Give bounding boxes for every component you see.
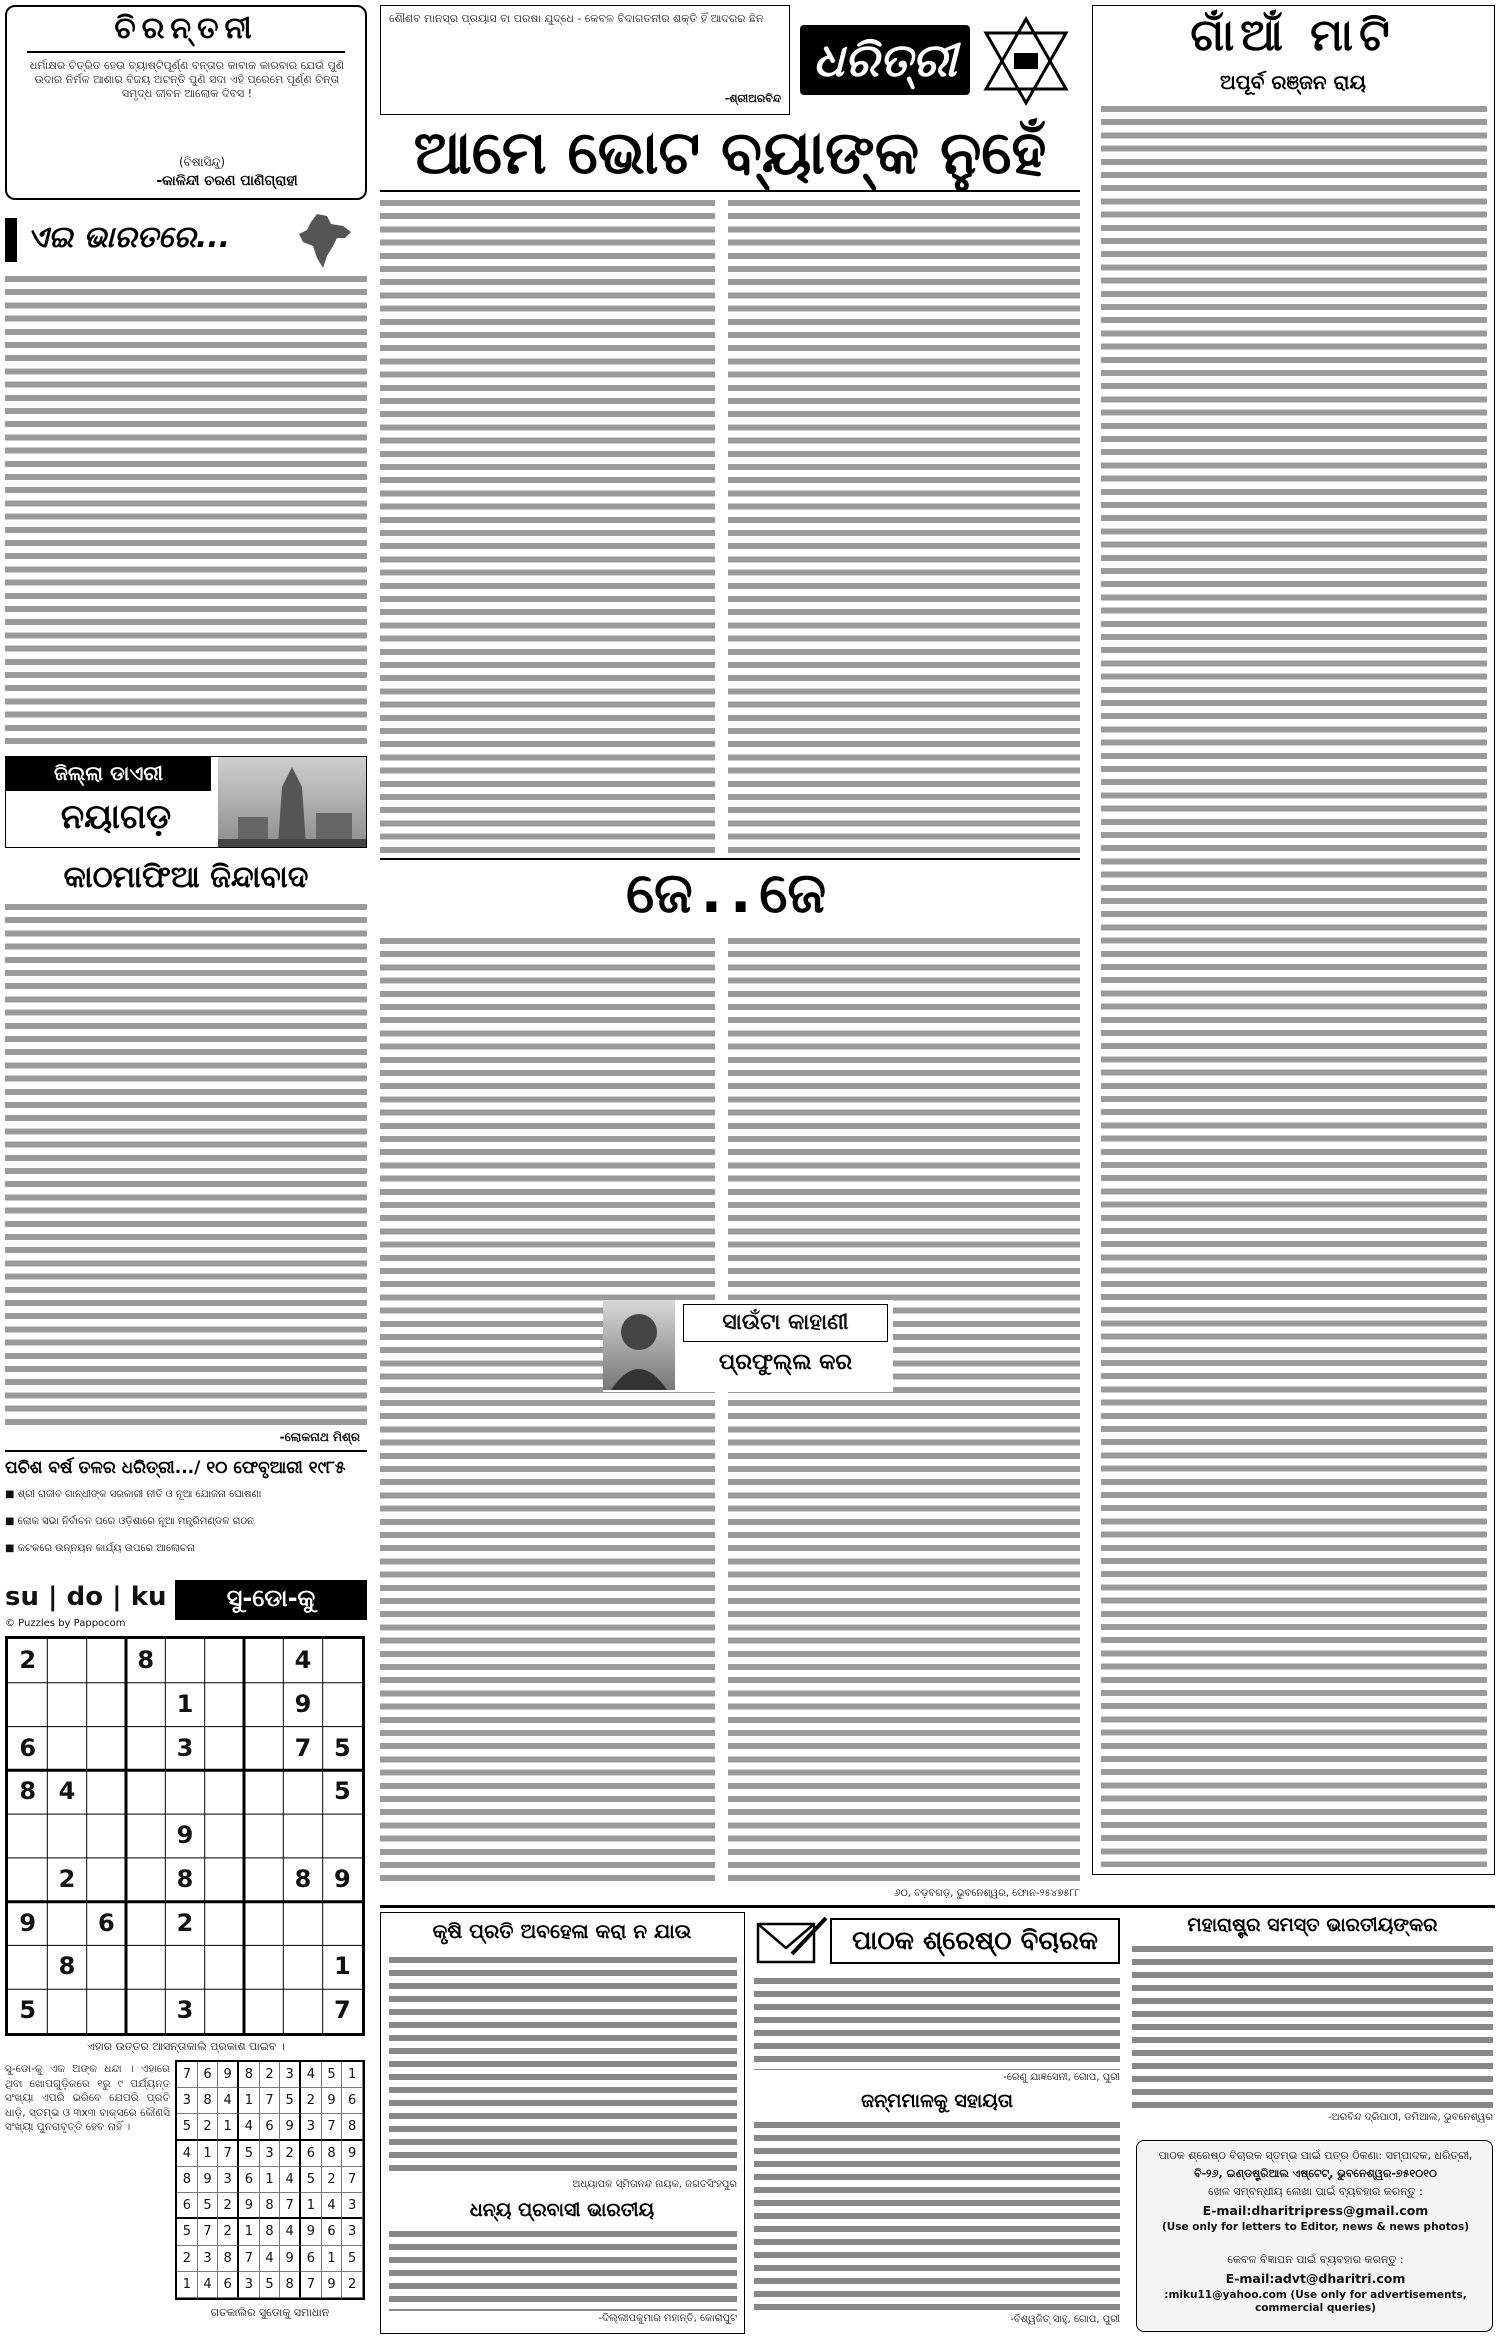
sudoku-cell[interactable] bbox=[126, 1727, 165, 1771]
chirantani-title: ଚିରନ୍ତନୀ bbox=[114, 11, 258, 46]
sudoku-cell[interactable] bbox=[87, 1683, 126, 1727]
sudoku-cell[interactable] bbox=[87, 1989, 126, 2033]
sudoku-cell[interactable]: 8 bbox=[294, 1864, 312, 1893]
sudoku-cell[interactable]: 5 bbox=[333, 1777, 351, 1806]
sudoku-cell[interactable] bbox=[205, 1770, 244, 1814]
sudoku-prev-cell: 8 bbox=[342, 2114, 363, 2140]
sudoku-cell[interactable]: 6 bbox=[19, 1733, 37, 1762]
sudoku-cell[interactable]: 5 bbox=[19, 1996, 37, 2025]
sudoku-cells bbox=[8, 1639, 362, 2033]
gaan-mati-title: ଗାଁଆଁ ମାଟି bbox=[1190, 10, 1396, 61]
sudoku-prev-cell: 9 bbox=[322, 2088, 343, 2114]
sudoku-prev-cell: 4 bbox=[239, 2114, 260, 2140]
ei-bharatare-title: ଏଇ ଭାରତରେ... bbox=[27, 220, 231, 255]
zilla-diary-district: ନୟାଗଡ଼ bbox=[60, 797, 172, 837]
sudoku-prev-cell: 4 bbox=[322, 2193, 343, 2219]
sudoku-prev-cell: 2 bbox=[260, 2062, 281, 2088]
sudoku-cell[interactable]: 3 bbox=[176, 1733, 194, 1762]
sudoku-cell[interactable]: 9 bbox=[176, 1821, 194, 1850]
contact-note-1: (Use only for letters to Editor, news & news photos) bbox=[1161, 2221, 1470, 2233]
sudoku-cell[interactable] bbox=[126, 1945, 165, 1989]
chirantani-author: -କାଳିନ୍ଦୀ ଚରଣ ପାଣିଗ୍ରାହୀ bbox=[156, 173, 298, 189]
sudoku-prev-cell: 5 bbox=[322, 2062, 343, 2088]
sudoku-cell[interactable] bbox=[165, 1639, 204, 1683]
sudoku-header bbox=[5, 1580, 367, 1632]
kathmafia-title: କାଠମାଫିଆ ଜିନ୍ଦାବାଦ bbox=[63, 860, 309, 895]
sudoku-prev-cell: 7 bbox=[322, 2114, 343, 2140]
sudoku-prev-cell: 4 bbox=[301, 2062, 322, 2088]
sudoku-cell[interactable]: 6 bbox=[97, 1908, 115, 1937]
sudoku-prev-cell: 6 bbox=[177, 2193, 198, 2219]
sudoku-cell[interactable] bbox=[205, 1814, 244, 1858]
sudoku-cell[interactable] bbox=[323, 1639, 362, 1683]
sudoku-howto: ସୁ-ଡୋ-କୁ ଏକ ଅଙ୍କ ଧନ୍ଦା । ଏହାରେ ଥିବା ଖୋପଗୁଡ଼ିକରେ ୧ରୁ ୯ ପର୍ଯ୍ୟନ୍ତ ସଂଖ୍ୟା ଏପରି ଭରିବେ ଯେପରି ପ୍ରତି ଧାଡ଼ି, ସ୍ତମ୍ଭ ଓ ୩x୩ ବାକ୍ସରେ କୌଣସି ସଂଖ୍ୟା ପୁନରାବୃତ୍ତି ହେବ ନାହିଁ । bbox=[5, 2063, 170, 2133]
sudoku-cell[interactable] bbox=[87, 1945, 126, 1989]
sudoku-cell[interactable] bbox=[205, 1683, 244, 1727]
sudoku-cell[interactable]: 8 bbox=[137, 1646, 155, 1674]
pathaka-box bbox=[752, 1912, 1122, 2334]
sudoku-prev-cell: 1 bbox=[198, 2141, 219, 2167]
sudoku-prev-cell: 9 bbox=[218, 2062, 239, 2088]
sudoku-prev-cell: 5 bbox=[280, 2088, 301, 2114]
sudoku-grid bbox=[5, 1636, 365, 2036]
kathmafia-author: -ଲୋକନାଥ ମିଶ୍ର bbox=[279, 1430, 360, 1444]
temple-photo bbox=[218, 757, 366, 847]
je-je-col-2 bbox=[728, 934, 1080, 1884]
sudoku-cell[interactable] bbox=[205, 1945, 244, 1989]
archive-bullet-1: ■ ଶ୍ରୀ ରାଜୀବ ଗାନ୍ଧୀଙ୍କ ସରକାରୀ ନୀତି ଓ ନୂଆ ଯୋଜନା ଘୋଷଣା bbox=[5, 1489, 262, 1500]
sudoku-prev-cell: 3 bbox=[177, 2088, 198, 2114]
ei-bharatare-body bbox=[5, 272, 367, 747]
sudoku-prev-cell: 5 bbox=[342, 2246, 363, 2272]
maharashtra-box bbox=[1130, 1912, 1495, 2132]
sudoku-logo: su | do | ku bbox=[5, 1582, 167, 1612]
zilla-diary-box bbox=[5, 756, 367, 848]
sudoku-cell[interactable] bbox=[8, 1945, 47, 1989]
sudoku-prev-cell: 3 bbox=[198, 2246, 219, 2272]
sudoku-cell[interactable] bbox=[323, 1902, 362, 1946]
contact-line-1: ପାଠକ ଶ୍ରେଷ୍ଠ ବିଚାରକ ସ୍ତମ୍ଭ ପାଇଁ ପତ୍ର ଠିକଣା: ସମ୍ପାଦକ, ଧରିତ୍ରୀ, bbox=[1158, 2149, 1473, 2162]
gaan-mati-author: ଅପୂର୍ବ ରଞ୍ଜନ ରାୟ bbox=[1220, 70, 1366, 94]
sudoku-cell[interactable]: 9 bbox=[333, 1864, 351, 1893]
sudoku-prev-cell: 6 bbox=[218, 2272, 239, 2298]
sudoku-prev-cell: 2 bbox=[280, 2141, 301, 2167]
sudoku-prev-cell: 5 bbox=[239, 2141, 260, 2167]
sudoku-prev-cell: 9 bbox=[198, 2167, 219, 2193]
sudoku-cell[interactable] bbox=[165, 1770, 204, 1814]
krushi-body bbox=[389, 1953, 737, 2177]
sudoku-prev-cell: 7 bbox=[198, 2219, 219, 2245]
je-je-headline: ଜେ..ଜେ bbox=[625, 861, 835, 926]
sudoku-prev-cell: 3 bbox=[218, 2167, 239, 2193]
sudoku-cell[interactable] bbox=[244, 1814, 283, 1858]
sudoku-cell[interactable] bbox=[47, 1683, 86, 1727]
sudoku-cell[interactable] bbox=[244, 1683, 283, 1727]
pathaka-sign-2: -ବିଶ୍ୱଜିତ୍ ସାହୁ, ଗୋପ, ପୁରୀ bbox=[1010, 2314, 1120, 2325]
sudoku-cell[interactable]: 1 bbox=[176, 1689, 194, 1718]
ei-bharatare-header bbox=[5, 210, 367, 270]
pathaka-body-1 bbox=[754, 1974, 1120, 2070]
sudoku-cell[interactable]: 1 bbox=[333, 1952, 351, 1981]
sudoku-prev-cell: 8 bbox=[280, 2272, 301, 2298]
sudoku-cell[interactable] bbox=[87, 1814, 126, 1858]
sudoku-cell[interactable] bbox=[126, 1858, 165, 1902]
archive-bullet-3: ■ କଟକରେ ଉନ୍ନୟନ କାର୍ଯ୍ୟ ଉପରେ ଆଲୋଚନା bbox=[5, 1543, 196, 1554]
sudoku-prev-cell: 9 bbox=[301, 2219, 322, 2245]
masthead-slogan-box bbox=[380, 5, 790, 115]
sudoku-prev-cell: 4 bbox=[280, 2167, 301, 2193]
zilla-diary-label: ଜିଲ୍ଲା ଡାଏରୀ bbox=[54, 761, 163, 785]
kathmafia-body bbox=[5, 900, 367, 1425]
sudoku-prev-cell: 3 bbox=[342, 2193, 363, 2219]
je-je-author: ପ୍ରଫୁଲ୍ଲ କର bbox=[718, 1350, 853, 1375]
sudoku-prev-cell: 8 bbox=[218, 2246, 239, 2272]
sudoku-prev-cell: 7 bbox=[301, 2272, 322, 2298]
sudoku-cell[interactable] bbox=[47, 1727, 86, 1771]
sudoku-prev-cell: 2 bbox=[342, 2272, 363, 2298]
sudoku-logo-ku: ku bbox=[130, 1582, 167, 1612]
envelope-pen-icon bbox=[754, 1914, 828, 1968]
archive-bullet-2-text: ଲୋକ ସଭା ନିର୍ବାଚନ ପରେ ଓଡ଼ିଶାରେ ନୂଆ ମନ୍ତ୍ରିମଣ୍ଡଳ ଗଠନ bbox=[17, 1516, 254, 1527]
sudoku-prev-cell: 9 bbox=[342, 2141, 363, 2167]
archive-title: ପଚିଶ ବର୍ଷ ତଳର ଧରିତ୍ରୀ.../ ୧୦ ଫେବୃଆରୀ ୧୯୮୫ bbox=[5, 1458, 346, 1478]
sudoku-prev-cell: 4 bbox=[218, 2088, 239, 2114]
sudoku-prev-cell: 9 bbox=[322, 2272, 343, 2298]
sudoku-cell[interactable] bbox=[283, 1770, 322, 1814]
pathaka-sign-1: -ରେଣୁ ଯାଜ୍ଞସେନୀ, ଗୋପ, ପୁରୀ bbox=[1003, 2072, 1120, 2083]
sudoku-prev-cell: 5 bbox=[301, 2167, 322, 2193]
krushi-box bbox=[380, 1912, 745, 2334]
sudoku-prev-cell: 5 bbox=[198, 2193, 219, 2219]
contact-email-2[interactable]: E-mail:advt@dharitri.com bbox=[1225, 2271, 1406, 2286]
sudoku-prev-cell: 3 bbox=[342, 2219, 363, 2245]
sudoku-cell[interactable] bbox=[8, 1858, 47, 1902]
sudoku-prev-cell: 7 bbox=[218, 2141, 239, 2167]
pathaka-title: ପାଠକ ଶ୍ରେଷ୍ଠ ବିଚାରକ bbox=[830, 1918, 1120, 1964]
sudoku-cell[interactable]: 2 bbox=[176, 1908, 194, 1937]
sudoku-prev-cell: 5 bbox=[260, 2272, 281, 2298]
archive-top-rule bbox=[5, 1450, 367, 1452]
sudoku-prev-cell: 1 bbox=[177, 2272, 198, 2298]
sudoku-prev-cell: 8 bbox=[177, 2167, 198, 2193]
sudoku-prev-cell: 7 bbox=[239, 2246, 260, 2272]
sudoku-cell[interactable] bbox=[205, 1902, 244, 1946]
sudoku-prev-cell: 9 bbox=[280, 2246, 301, 2272]
sudoku-prev-cell: 7 bbox=[280, 2193, 301, 2219]
je-je-byline-box bbox=[603, 1300, 893, 1392]
sudoku-cell[interactable] bbox=[283, 1902, 322, 1946]
lead-col-2 bbox=[728, 196, 1080, 856]
sudoku-prev-cell: 6 bbox=[342, 2088, 363, 2114]
gaan-mati-box bbox=[1092, 5, 1495, 1875]
sudoku-cell[interactable] bbox=[244, 1989, 283, 2033]
sudoku-cell[interactable] bbox=[126, 1683, 165, 1727]
masthead-logo-box bbox=[800, 5, 1080, 115]
sudoku-cell[interactable]: 7 bbox=[333, 1996, 351, 2025]
contact-email-1[interactable]: E-mail:dharitripress@gmail.com bbox=[1202, 2203, 1429, 2218]
sudoku-cell[interactable] bbox=[87, 1727, 126, 1771]
sudoku-prev-cell: 1 bbox=[218, 2114, 239, 2140]
sudoku-prev-cell: 1 bbox=[301, 2193, 322, 2219]
sudoku-prev-cell: 4 bbox=[260, 2246, 281, 2272]
sudoku-cell[interactable] bbox=[87, 1639, 126, 1683]
chirantani-divider bbox=[27, 51, 345, 53]
krushi-sign: ଅଧ୍ୟାପକ ସ୍ମିତାନନ୍ଦ ନାୟକ, ଜଗତସିଂହପୁର bbox=[572, 2179, 737, 2190]
sudoku-prev-cell: 9 bbox=[280, 2114, 301, 2140]
sudoku-prev-cell: 3 bbox=[280, 2062, 301, 2088]
sudoku-prev-cell: 9 bbox=[239, 2193, 260, 2219]
sudoku-prev-grid bbox=[175, 2060, 365, 2300]
sudoku-cell[interactable]: 9 bbox=[19, 1908, 37, 1937]
sudoku-cell[interactable] bbox=[87, 1858, 126, 1902]
krushi-title: କୃଷି ପ୍ରତି ଅବହେଳା କରା ନ ଯାଉ bbox=[432, 1919, 692, 1943]
sudoku-cell[interactable] bbox=[87, 1770, 126, 1814]
sudoku-cell[interactable] bbox=[283, 1945, 322, 1989]
sudoku-prev-cell: 3 bbox=[301, 2114, 322, 2140]
je-je-byline-label: ସାଉଁଟା କାହାଣୀ bbox=[683, 1304, 888, 1342]
maharashtra-sign: -ଅରବିନ୍ଦ ଦ୍ରିପାଠୀ, ଡମିଆଲ, ଭୁବନେଶ୍ୱର bbox=[1328, 2112, 1493, 2123]
sudoku-cell[interactable] bbox=[126, 1902, 165, 1946]
sudoku-cell[interactable] bbox=[323, 1683, 362, 1727]
sudoku-prev-cell: 1 bbox=[239, 2219, 260, 2245]
sudoku-cell[interactable]: 8 bbox=[176, 1864, 194, 1893]
krushi-sub-body bbox=[389, 2227, 737, 2311]
sudoku-prev-cell: 7 bbox=[177, 2062, 198, 2088]
sudoku-cell[interactable] bbox=[126, 1814, 165, 1858]
sudoku-cell[interactable]: 4 bbox=[58, 1777, 76, 1806]
sudoku-prev-cell: 6 bbox=[301, 2246, 322, 2272]
sudoku-prev-cells bbox=[177, 2062, 363, 2298]
sudoku-cell[interactable] bbox=[126, 1989, 165, 2033]
sudoku-prev-cell: 2 bbox=[177, 2246, 198, 2272]
sudoku-cell[interactable] bbox=[8, 1814, 47, 1858]
archive-bullet-1-text: ଶ୍ରୀ ରାଜୀବ ଗାନ୍ଧୀଙ୍କ ସରକାରୀ ନୀତି ଓ ନୂଆ ଯୋଜନା ଘୋଷଣା bbox=[17, 1489, 262, 1500]
sudoku-prev-cell: 4 bbox=[198, 2272, 219, 2298]
sudoku-cell[interactable] bbox=[205, 1989, 244, 2033]
masthead-slogan-text: ଶୌଶବ ମାନସ୍ର ପ୍ରୟାସ ବା ପରଷା ଯୁଦ୍ଧେ - କେବଳ ବିଦାଗତନୀର ଶକ୍ତି ହିଁ ଆଦରର ଛିନ bbox=[389, 12, 764, 25]
je-je-address: ୬୦, ବଡ଼ବଗଡ଼, ଭୁବନେଶ୍ୱର, ଫୋନ-୨୫୪୭୫୮୮ bbox=[894, 1888, 1080, 1899]
archive-bullet-2: ■ ଲୋକ ସଭା ନିର୍ବାଚନ ପରେ ଓଡ଼ିଶାରେ ନୂଆ ମନ୍ତ୍ରିମଣ୍ଡଳ ଗଠନ bbox=[5, 1516, 254, 1527]
sudoku-cell[interactable] bbox=[8, 1683, 47, 1727]
sudoku-odia-title: ସୁ-ଡୋ-କୁ bbox=[226, 1584, 316, 1612]
sudoku-cell[interactable]: 2 bbox=[58, 1864, 76, 1893]
gaan-mati-body bbox=[1101, 102, 1487, 1867]
header-bar-left bbox=[5, 218, 17, 262]
lead-headline: ଆମେ ଭୋଟ ବ୍ୟାଙ୍କ ନୁହେଁ bbox=[413, 118, 1047, 188]
sudoku-cell[interactable] bbox=[205, 1727, 244, 1771]
sudoku-prev-cell: 6 bbox=[260, 2114, 281, 2140]
contact-line-3: ଖେଳ ସମ୍ବନ୍ଧୀୟ ଲେଖା ପାଇଁ ବ୍ୟବହାର କରନ୍ତୁ : bbox=[1208, 2185, 1423, 2198]
sudoku-prev-cell: 1 bbox=[260, 2167, 281, 2193]
sudoku-prev-cell: 6 bbox=[198, 2062, 219, 2088]
sudoku-prev-cell: 8 bbox=[322, 2141, 343, 2167]
chirantani-box bbox=[5, 5, 367, 200]
sudoku-cell[interactable]: 5 bbox=[333, 1733, 351, 1762]
sudoku-odia-title-bar bbox=[175, 1580, 367, 1620]
sudoku-cell[interactable] bbox=[47, 1989, 86, 2033]
krushi-sub-title: ଧନ୍ୟ ପ୍ରବାସୀ ଭାରତୀୟ bbox=[469, 2199, 655, 2221]
sudoku-prev-cell: 2 bbox=[322, 2167, 343, 2193]
sudoku-cell[interactable] bbox=[126, 1770, 165, 1814]
sudoku-prev-cell: 3 bbox=[239, 2272, 260, 2298]
sudoku-prev-cell: 8 bbox=[198, 2088, 219, 2114]
sudoku-prev-cell: 8 bbox=[260, 2193, 281, 2219]
sudoku-cell[interactable] bbox=[283, 1989, 322, 2033]
india-map-icon bbox=[295, 212, 355, 270]
chirantani-source: (ବିଷାସିନ୍ଦୁ) bbox=[178, 155, 225, 169]
pathaka-body-2 bbox=[754, 2118, 1120, 2310]
sudoku-cell[interactable] bbox=[205, 1858, 244, 1902]
maharashtra-title: ମହାରାଷ୍ଟ୍ର ସମସ୍ତ ଭାରତୀୟଙ୍କର bbox=[1187, 1914, 1438, 1936]
sudoku-prev-cell: 2 bbox=[218, 2193, 239, 2219]
sudoku-cell[interactable] bbox=[244, 1639, 283, 1683]
sudoku-prev-cell: 2 bbox=[218, 2219, 239, 2245]
sudoku-cell[interactable] bbox=[283, 1814, 322, 1858]
maharashtra-body bbox=[1132, 1942, 1493, 2110]
lead-headline-rule bbox=[380, 190, 1080, 192]
sudoku-cell[interactable]: 4 bbox=[294, 1646, 312, 1674]
sudoku-logo-do: do bbox=[66, 1582, 104, 1612]
je-je-col-1 bbox=[380, 934, 715, 1884]
flag-emblem-icon bbox=[978, 13, 1074, 109]
bottom-section-rule bbox=[380, 1905, 1495, 1908]
contact-box bbox=[1136, 2140, 1493, 2332]
sudoku-prev-cell: 8 bbox=[239, 2062, 260, 2088]
sudoku-cell[interactable] bbox=[244, 1727, 283, 1771]
masthead-slogan-credit: -ଶ୍ରୀଅରବିନ୍ଦ bbox=[724, 92, 781, 105]
krushi-sub-sign: -ଦିଲ୍ଲୀପକୁମାର ମହାନ୍ତି, କୋରାପୁଟ bbox=[598, 2313, 737, 2324]
sudoku-prev-cell: 7 bbox=[342, 2167, 363, 2193]
archive-bullet-3-text: କଟକରେ ଉନ୍ନୟନ କାର୍ଯ୍ୟ ଉପରେ ଆଲୋଚନା bbox=[17, 1543, 196, 1554]
sudoku-prev-cell: 1 bbox=[322, 2246, 343, 2272]
sudoku-cell[interactable]: 8 bbox=[19, 1777, 37, 1806]
je-je-top-rule bbox=[380, 858, 1080, 860]
author-photo bbox=[603, 1300, 675, 1390]
sudoku-prev-cell: 6 bbox=[301, 2141, 322, 2167]
sudoku-cell[interactable] bbox=[244, 1902, 283, 1946]
sudoku-cell[interactable]: 8 bbox=[58, 1952, 76, 1981]
contact-line-4: କେବଳ ବିଜ୍ଞାପନ ପାଇଁ ବ୍ୟବହାର କରନ୍ତୁ : bbox=[1227, 2253, 1404, 2266]
sudoku-cell[interactable] bbox=[244, 1858, 283, 1902]
sudoku-credit: © Puzzles by Pappocom bbox=[5, 1618, 126, 1629]
sudoku-prev-caption: ଗତକାଲିର ସୁଡୋକୁ ସମାଧାନ bbox=[210, 2306, 330, 2319]
sudoku-cell[interactable] bbox=[205, 1639, 244, 1683]
contact-line-2: ବି-୨୬, ଇଣ୍ଡଷ୍ଟ୍ରିଆଲ ଏଷ୍ଟେଟ୍, ଭୁବନେଶ୍ୱର-୭୫୧୦୧୦ bbox=[1194, 2167, 1437, 2180]
sudoku-prev-cell: 4 bbox=[177, 2141, 198, 2167]
sudoku-prev-cell: 2 bbox=[301, 2088, 322, 2114]
zilla-diary-label-bar bbox=[6, 757, 211, 791]
sudoku-cell[interactable] bbox=[244, 1945, 283, 1989]
masthead-slogan bbox=[389, 12, 783, 84]
sudoku-cell[interactable] bbox=[47, 1814, 86, 1858]
sudoku-answer-note: ଏହାର ଉତ୍ତର ଆସନ୍ତାକାଲି ପ୍ରକାଶ ପାଇବ । bbox=[87, 2040, 285, 2053]
sudoku-cell[interactable] bbox=[47, 1639, 86, 1683]
sudoku-prev-cell: 2 bbox=[198, 2114, 219, 2140]
sudoku-prev-cell: 8 bbox=[260, 2219, 281, 2245]
pathaka-sub-title: ଜନ୍ମମାଳକୁ ସହାୟତା bbox=[861, 2090, 1013, 2112]
chirantani-quote: ଧର୍ମାକ୍ଷର ଚିତ୍ରିତ ହେଉ ବ୍ୟାଷ୍ଟିପୂର୍ଣ୍ଣ ବନ୍ତାର କାବାକ କାରବାର ଯେଉଁ ପୁଣି ଉଦାର ନିର୍ମଳ ଆଶାର ବିଜୟ ଅଟନ୍ତି ପୁଣି ସଦା ଏହି ପ୍ରେମେ ପୂର୍ଣ୍ଣ ଚିନ୍ତା ସମୃଦ୍ଧ ଜୀବନ ଆଲୋକ ଦିବସ ! bbox=[29, 59, 345, 100]
sudoku-cell[interactable]: 9 bbox=[294, 1689, 312, 1718]
sudoku-cell[interactable]: 7 bbox=[294, 1733, 312, 1762]
sudoku-cell[interactable] bbox=[47, 1902, 86, 1946]
sudoku-prev-cell: 5 bbox=[177, 2114, 198, 2140]
sudoku-prev-cell: 6 bbox=[239, 2167, 260, 2193]
sudoku-prev-cell: 4 bbox=[280, 2219, 301, 2245]
sudoku-prev-cell: 5 bbox=[177, 2219, 198, 2245]
sudoku-cell[interactable]: 3 bbox=[176, 1996, 194, 2025]
sudoku-cell[interactable]: 2 bbox=[19, 1646, 37, 1674]
sudoku-prev-cell: 7 bbox=[260, 2088, 281, 2114]
sudoku-prev-cell: 3 bbox=[260, 2141, 281, 2167]
sudoku-logo-su: su bbox=[5, 1582, 39, 1612]
sudoku-cell[interactable] bbox=[323, 1814, 362, 1858]
sudoku-prev-cell: 6 bbox=[322, 2219, 343, 2245]
lead-col-1 bbox=[380, 196, 715, 856]
paper-logo: ଧରିତ୍ରୀ bbox=[800, 25, 970, 95]
sudoku-prev-cell: 1 bbox=[342, 2062, 363, 2088]
sudoku-prev-cell: 1 bbox=[239, 2088, 260, 2114]
sudoku-cell[interactable] bbox=[244, 1770, 283, 1814]
contact-email-3[interactable]: :miku11@yahoo.com (Use only for advertisements, commercial queries) bbox=[1164, 2289, 1467, 2314]
sudoku-cell[interactable] bbox=[165, 1945, 204, 1989]
